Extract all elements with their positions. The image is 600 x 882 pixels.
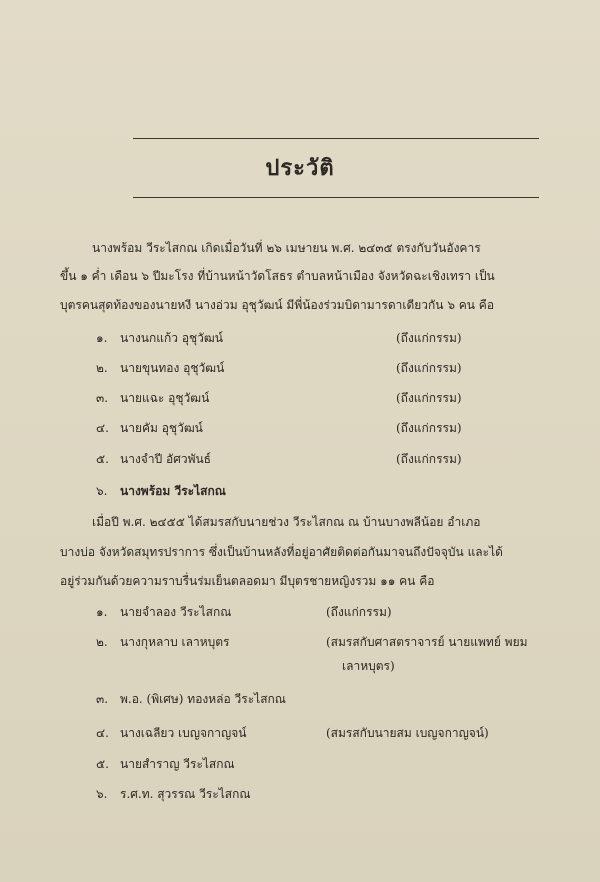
item-note: (ถึงแก่กรรม) [396,452,462,466]
item-number: ๕. [96,757,109,771]
item-number: ๖. [96,787,108,801]
item-name: นางนกแก้ว อุชุวัฒน์ [120,331,223,345]
intro-line-3: บุตรคนสุดท้องของนายหงี นางอ่วม อุชุวัฒน์ มีพี่น้องร่วมบิดามารดาเดียวกัน ๖ คน คือ [60,298,495,312]
item-name: นางเฉลียว เบญจกาญจน์ [120,726,247,740]
top-rule [133,138,539,139]
item-name: นายจำลอง วีระไสกณ [120,605,232,619]
item-name: นางพร้อม วีระไสกณ [120,484,226,498]
item-name: ร.ศ.ท. สุวรรณ วีระไสกณ [120,787,251,801]
item-number: ๒. [96,635,108,649]
marriage-line-3: อยู่ร่วมกันด้วยความราบรื่นร่มเย็นตลอดมา มีบุตรชายหญิงรวม ๑๑ คน คือ [60,574,435,588]
page-title: ประวัติ [265,155,335,181]
item-note-continued: เลาหบุตร) [342,659,395,673]
marriage-line-1: เมื่อปี พ.ศ. ๒๔๕๕ ได้สมรสกับนายช่วง วีระไสกณ ณ บ้านบางพลีน้อย อำเภอ [92,515,481,529]
item-note: (ถึงแก่กรรม) [396,361,462,375]
item-number: ๑. [96,605,108,619]
bottom-rule [133,197,539,198]
item-number: ๓. [96,692,109,706]
item-name: นางกุหลาบ เลาหบุตร [120,635,230,649]
item-name: นายคัม อุชุวัฒน์ [120,421,203,435]
intro-line-1: นางพร้อม วีระไสกณ เกิดเมื่อวันที่ ๒๖ เมษายน พ.ศ. ๒๔๓๕ ตรงกับวันอังคาร [92,241,481,255]
item-name: นายสำราญ วีระไสกณ [120,757,235,771]
item-name: นายขุนทอง อุชุวัฒน์ [120,361,225,375]
item-note: (ถึงแก่กรรม) [326,605,392,619]
item-number: ๒. [96,361,108,375]
item-name: นายแฉะ อุชุวัฒน์ [120,391,210,405]
item-note: (ถึงแก่กรรม) [396,331,462,345]
item-number: ๔. [96,726,109,740]
item-number: ๑. [96,331,108,345]
item-note: (สมรสกับศาสตราจารย์ นายแพทย์ พยม [326,635,528,649]
item-number: ๔. [96,421,109,435]
item-note: (สมรสกับนายสม เบญจกาญจน์) [326,726,489,740]
marriage-line-2: บางบ่อ จังหวัดสมุทรปราการ ซึ่งเป็นบ้านหลังที่อยู่อาศัยติดต่อกันมาจนถึงปัจจุบัน และได้ [60,545,503,559]
item-number: ๓. [96,391,109,405]
item-number: ๕. [96,452,109,466]
item-note: (ถึงแก่กรรม) [396,391,462,405]
item-name: พ.อ. (พิเศษ) ทองหล่อ วีระไสกณ [120,692,286,706]
item-number: ๖. [96,484,108,498]
item-name: นางจำปี อัศวพันธ์ [120,452,212,466]
intro-line-2: ขึ้น ๑ ค่ำ เดือน ๖ ปีมะโรง ที่บ้านหน้าวัดโสธร ตำบลหน้าเมือง จังหวัดฉะเชิงเทรา เป็น [60,269,495,283]
item-note: (ถึงแก่กรรม) [396,421,462,435]
